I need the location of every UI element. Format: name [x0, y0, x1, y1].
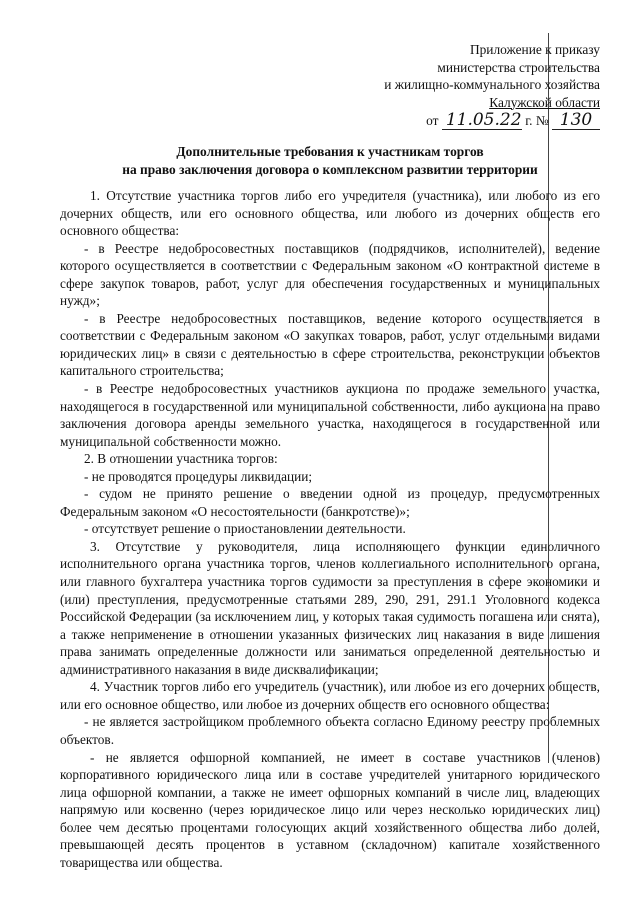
paragraph: - в Реестре недобросовестных поставщиков (подрядчиков, исполнителей), ведение которого осуществляется в соответствии с Федеральным законом «О контрактной системе в сфере закупок товаров, работ, услуг для обеспечения государственных и муниципальных нужд»; — [60, 240, 600, 309]
header-line-4: Калужской области — [489, 94, 600, 110]
paragraph: 4. Участник торгов либо его учредитель (участник), или любое из его дочерних обществ, или его основное общество, или любое из дочерних обществ его основного общества: — [60, 679, 600, 712]
paragraph: - отсутствует решение о приостановлении деятельности. — [84, 521, 406, 537]
paragraph: - не является офшорной компанией, не имеет в составе участников (членов) корпоративного юридического лица или в составе учредителей унитарного юридического лица офшорной компании, а также не имеет офшорных компаний в числе лиц, владеющих напрямую или косвенно (через юридическое лицо или через несколько юридических лиц) более чем десятью процентами голосующих акций хозяйственного общества либо долей, превышающей десять процентов в уставном (складочном) капитале хозяйственного товарищества или общества. — [60, 749, 600, 870]
title-line-1: Дополнительные требования к участникам торгов — [176, 144, 484, 159]
order-date: 11.05.22 — [442, 112, 522, 130]
title-line-2: на право заключения договора о комплексном развитии территории — [122, 161, 538, 177]
order-prefix: от — [426, 113, 439, 128]
paragraph: - судом не принято решение о введении одной из процедур, предусмотренных Федеральным законом «О несостоятельности (банкротстве)»; — [60, 486, 600, 519]
paragraph: - в Реестре недобросовестных поставщиков, ведение которого осуществляется в соответствии с Федеральным законом «О закупках товаров, работ, услуг отдельными видами юридических лиц» в связи с деятельностью в сфере строительства, реконструкции объектов капитального строительства; — [60, 310, 600, 379]
paragraph: - в Реестре недобросовестных участников аукциона по продаже земельного участка, находящегося в государственной или муниципальной собственности, либо аукциона на право заключения договора аренды земельного участка, находящегося в государственной или муниципальной собственности можно. — [60, 381, 600, 449]
paragraph: - не проводятся процедуры ликвидации; — [84, 468, 313, 484]
header-line-3: и жилищно-коммунального хозяйства — [384, 77, 600, 92]
document-title — [60, 143, 600, 178]
order-reference — [300, 112, 600, 130]
paragraph: 3. Отсутствие у руководителя, лица исполняющего функции единоличного исполнительного органа участника торгов, членов коллегиального исполнительного органа, или главного бухгалтера участника торгов судимости за преступления в сфере экономики и (или) преступления, предусмотренные статьями 289, 290, 291, 291.1 Уголовного кодекса Российской Федерации (за исключением лиц, у которых такая судимость погашена или снята), а также неприменение в отношении указанных физических лиц наказания в виде лишения права занимать определенные должности или заниматься определенной деятельностью и административного наказания в виде дисквалификации; — [60, 538, 600, 677]
paragraph: 1. Отсутствие участника торгов либо его учредителя (участника), или любого из его дочерних обществ, или его основного общества, или любого из дочерних обществ его основного общества: — [60, 188, 600, 239]
order-mid: г. № — [525, 113, 549, 128]
order-number: 130 — [552, 112, 600, 130]
paragraph: - не является застройщиком проблемного объекта согласно Единому реестру проблемных объектов. — [60, 714, 600, 747]
header-line-2: министерства строительства — [437, 59, 600, 75]
paragraph: 2. В отношении участника торгов: — [84, 451, 278, 467]
document-body — [60, 187, 600, 871]
appendix-header — [300, 41, 600, 130]
header-line-1: Приложение к приказу — [469, 42, 600, 57]
